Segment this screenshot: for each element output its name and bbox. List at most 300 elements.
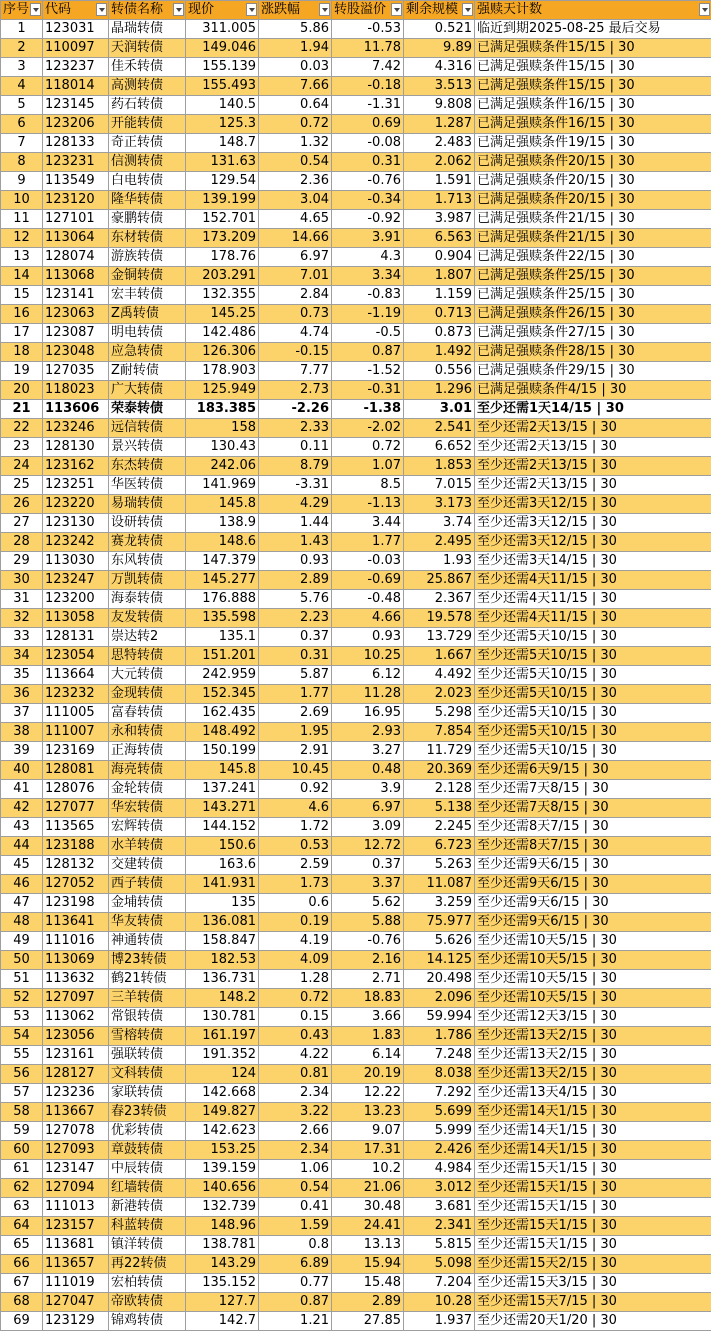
- cell-change[interactable]: 5.86: [259, 20, 332, 39]
- cell-price[interactable]: 182.53: [186, 951, 259, 970]
- cell-premium[interactable]: -0.92: [332, 210, 404, 229]
- cell-price[interactable]: 152.345: [186, 685, 259, 704]
- cell-premium[interactable]: 0.93: [332, 628, 404, 647]
- cell-premium[interactable]: -0.5: [332, 324, 404, 343]
- cell-price[interactable]: 131.63: [186, 153, 259, 172]
- cell-change[interactable]: 0.92: [259, 780, 332, 799]
- cell-premium[interactable]: 3.9: [332, 780, 404, 799]
- cell-name[interactable]: 镇洋转债: [109, 1236, 186, 1255]
- cell-redeem-count[interactable]: 至少还需9天6/15 | 30: [475, 875, 711, 894]
- cell-code[interactable]: 123120: [43, 191, 109, 210]
- cell-index[interactable]: 58: [1, 1103, 43, 1122]
- cell-name[interactable]: 赛龙转债: [109, 533, 186, 552]
- cell-code[interactable]: 123169: [43, 742, 109, 761]
- cell-code[interactable]: 123063: [43, 305, 109, 324]
- cell-remaining[interactable]: 9.89: [404, 39, 475, 58]
- cell-index[interactable]: 26: [1, 495, 43, 514]
- cell-remaining[interactable]: 2.495: [404, 533, 475, 552]
- cell-change[interactable]: 0.54: [259, 1179, 332, 1198]
- cell-index[interactable]: 63: [1, 1198, 43, 1217]
- cell-remaining[interactable]: 7.015: [404, 476, 475, 495]
- cell-premium[interactable]: 3.91: [332, 229, 404, 248]
- cell-redeem-count[interactable]: 至少还需5天10/15 | 30: [475, 628, 711, 647]
- cell-change[interactable]: 0.03: [259, 58, 332, 77]
- cell-redeem-count[interactable]: 已满足强赎条件19/15 | 30: [475, 134, 711, 153]
- cell-remaining[interactable]: 0.713: [404, 305, 475, 324]
- cell-index[interactable]: 10: [1, 191, 43, 210]
- cell-change[interactable]: 1.73: [259, 875, 332, 894]
- cell-premium[interactable]: -0.31: [332, 381, 404, 400]
- cell-name[interactable]: 科蓝转债: [109, 1217, 186, 1236]
- cell-code[interactable]: 123231: [43, 153, 109, 172]
- cell-premium[interactable]: -0.48: [332, 590, 404, 609]
- cell-price[interactable]: 173.209: [186, 229, 259, 248]
- cell-remaining[interactable]: 2.128: [404, 780, 475, 799]
- cell-code[interactable]: 128081: [43, 761, 109, 780]
- cell-index[interactable]: 41: [1, 780, 43, 799]
- cell-premium[interactable]: 15.48: [332, 1274, 404, 1293]
- cell-premium[interactable]: 3.27: [332, 742, 404, 761]
- cell-price[interactable]: 145.25: [186, 305, 259, 324]
- cell-price[interactable]: 137.241: [186, 780, 259, 799]
- cell-change[interactable]: 14.66: [259, 229, 332, 248]
- cell-change[interactable]: 3.22: [259, 1103, 332, 1122]
- cell-premium[interactable]: 0.37: [332, 856, 404, 875]
- cell-index[interactable]: 67: [1, 1274, 43, 1293]
- cell-price[interactable]: 135.1: [186, 628, 259, 647]
- cell-remaining[interactable]: 3.173: [404, 495, 475, 514]
- cell-index[interactable]: 2: [1, 39, 43, 58]
- cell-price[interactable]: 163.6: [186, 856, 259, 875]
- cell-price[interactable]: 150.199: [186, 742, 259, 761]
- cell-change[interactable]: 1.72: [259, 818, 332, 837]
- cell-redeem-count[interactable]: 至少还需15天1/15 | 30: [475, 1198, 711, 1217]
- cell-price[interactable]: 242.959: [186, 666, 259, 685]
- cell-index[interactable]: 40: [1, 761, 43, 780]
- cell-premium[interactable]: -0.53: [332, 20, 404, 39]
- cell-redeem-count[interactable]: 已满足强赎条件15/15 | 30: [475, 58, 711, 77]
- cell-code[interactable]: 113681: [43, 1236, 109, 1255]
- cell-code[interactable]: 113549: [43, 172, 109, 191]
- cell-code[interactable]: 123232: [43, 685, 109, 704]
- cell-name[interactable]: 荣泰转债: [109, 400, 186, 419]
- cell-change[interactable]: -3.31: [259, 476, 332, 495]
- cell-price[interactable]: 136.081: [186, 913, 259, 932]
- cell-index[interactable]: 52: [1, 989, 43, 1008]
- cell-remaining[interactable]: 0.556: [404, 362, 475, 381]
- cell-price[interactable]: 136.731: [186, 970, 259, 989]
- cell-price[interactable]: 127.7: [186, 1293, 259, 1312]
- cell-premium[interactable]: 4.3: [332, 248, 404, 267]
- cell-code[interactable]: 128132: [43, 856, 109, 875]
- cell-price[interactable]: 130.781: [186, 1008, 259, 1027]
- cell-index[interactable]: 54: [1, 1027, 43, 1046]
- cell-code[interactable]: 113632: [43, 970, 109, 989]
- cell-premium[interactable]: 13.23: [332, 1103, 404, 1122]
- cell-change[interactable]: 0.19: [259, 913, 332, 932]
- cell-name[interactable]: 再22转债: [109, 1255, 186, 1274]
- cell-price[interactable]: 142.668: [186, 1084, 259, 1103]
- cell-price[interactable]: 139.199: [186, 191, 259, 210]
- cell-index[interactable]: 27: [1, 514, 43, 533]
- cell-redeem-count[interactable]: 至少还需2天13/15 | 30: [475, 476, 711, 495]
- cell-change[interactable]: 7.66: [259, 77, 332, 96]
- cell-redeem-count[interactable]: 至少还需3天12/15 | 30: [475, 495, 711, 514]
- cell-remaining[interactable]: 3.74: [404, 514, 475, 533]
- cell-price[interactable]: 141.931: [186, 875, 259, 894]
- cell-remaining[interactable]: 1.159: [404, 286, 475, 305]
- cell-premium[interactable]: 8.5: [332, 476, 404, 495]
- cell-name[interactable]: 雪榕转债: [109, 1027, 186, 1046]
- cell-premium[interactable]: 1.77: [332, 533, 404, 552]
- cell-remaining[interactable]: 9.808: [404, 96, 475, 115]
- cell-index[interactable]: 35: [1, 666, 43, 685]
- cell-redeem-count[interactable]: 至少还需3天14/15 | 30: [475, 552, 711, 571]
- cell-price[interactable]: 140.656: [186, 1179, 259, 1198]
- cell-name[interactable]: 友发转债: [109, 609, 186, 628]
- cell-index[interactable]: 39: [1, 742, 43, 761]
- cell-change[interactable]: 0.53: [259, 837, 332, 856]
- cell-price[interactable]: 162.435: [186, 704, 259, 723]
- cell-redeem-count[interactable]: 至少还需15天2/15 | 30: [475, 1255, 711, 1274]
- cell-change[interactable]: 0.31: [259, 647, 332, 666]
- cell-redeem-count[interactable]: 至少还需2天13/15 | 30: [475, 457, 711, 476]
- cell-price[interactable]: 149.827: [186, 1103, 259, 1122]
- cell-code[interactable]: 123198: [43, 894, 109, 913]
- cell-remaining[interactable]: 11.729: [404, 742, 475, 761]
- cell-redeem-count[interactable]: 至少还需13天2/15 | 30: [475, 1027, 711, 1046]
- cell-redeem-count[interactable]: 已满足强赎条件28/15 | 30: [475, 343, 711, 362]
- cell-remaining[interactable]: 5.626: [404, 932, 475, 951]
- cell-premium[interactable]: 2.89: [332, 1293, 404, 1312]
- cell-remaining[interactable]: 1.853: [404, 457, 475, 476]
- cell-index[interactable]: 33: [1, 628, 43, 647]
- cell-premium[interactable]: 18.83: [332, 989, 404, 1008]
- cell-name[interactable]: 远信转债: [109, 419, 186, 438]
- cell-name[interactable]: 宏柏转债: [109, 1274, 186, 1293]
- cell-code[interactable]: 111007: [43, 723, 109, 742]
- cell-redeem-count[interactable]: 至少还需14天1/15 | 30: [475, 1122, 711, 1141]
- cell-premium[interactable]: 0.31: [332, 153, 404, 172]
- cell-index[interactable]: 5: [1, 96, 43, 115]
- cell-price[interactable]: 125.949: [186, 381, 259, 400]
- cell-redeem-count[interactable]: 已满足强赎条件16/15 | 30: [475, 115, 711, 134]
- cell-remaining[interactable]: 0.521: [404, 20, 475, 39]
- cell-name[interactable]: 红墙转债: [109, 1179, 186, 1198]
- cell-premium[interactable]: 24.41: [332, 1217, 404, 1236]
- cell-change[interactable]: 0.15: [259, 1008, 332, 1027]
- cell-code[interactable]: 127094: [43, 1179, 109, 1198]
- cell-name[interactable]: 新港转债: [109, 1198, 186, 1217]
- filter-dropdown-icon[interactable]: [30, 3, 41, 16]
- cell-price[interactable]: 155.139: [186, 58, 259, 77]
- cell-remaining[interactable]: 2.341: [404, 1217, 475, 1236]
- cell-name[interactable]: 开能转债: [109, 115, 186, 134]
- cell-name[interactable]: 金埔转债: [109, 894, 186, 913]
- cell-remaining[interactable]: 20.498: [404, 970, 475, 989]
- cell-redeem-count[interactable]: 至少还需5天10/15 | 30: [475, 723, 711, 742]
- cell-name[interactable]: 崇达转2: [109, 628, 186, 647]
- cell-name[interactable]: 奇正转债: [109, 134, 186, 153]
- cell-redeem-count[interactable]: 已满足强赎条件21/15 | 30: [475, 210, 711, 229]
- cell-name[interactable]: 金铜转债: [109, 267, 186, 286]
- cell-change[interactable]: 1.32: [259, 134, 332, 153]
- cell-remaining[interactable]: 1.296: [404, 381, 475, 400]
- cell-index[interactable]: 36: [1, 685, 43, 704]
- cell-redeem-count[interactable]: 至少还需6天9/15 | 30: [475, 761, 711, 780]
- cell-premium[interactable]: 2.16: [332, 951, 404, 970]
- cell-code[interactable]: 128074: [43, 248, 109, 267]
- cell-code[interactable]: 118023: [43, 381, 109, 400]
- cell-price[interactable]: 135: [186, 894, 259, 913]
- filter-dropdown-icon[interactable]: [246, 3, 257, 16]
- cell-code[interactable]: 123087: [43, 324, 109, 343]
- cell-index[interactable]: 56: [1, 1065, 43, 1084]
- cell-code[interactable]: 128127: [43, 1065, 109, 1084]
- cell-price[interactable]: 145.8: [186, 761, 259, 780]
- cell-change[interactable]: 7.01: [259, 267, 332, 286]
- cell-redeem-count[interactable]: 已满足强赎条件21/15 | 30: [475, 229, 711, 248]
- cell-price[interactable]: 138.9: [186, 514, 259, 533]
- cell-price[interactable]: 150.6: [186, 837, 259, 856]
- cell-redeem-count[interactable]: 至少还需10天5/15 | 30: [475, 970, 711, 989]
- cell-redeem-count[interactable]: 至少还需13天2/15 | 30: [475, 1065, 711, 1084]
- cell-premium[interactable]: 6.97: [332, 799, 404, 818]
- cell-premium[interactable]: 6.12: [332, 666, 404, 685]
- cell-change[interactable]: 2.23: [259, 609, 332, 628]
- cell-index[interactable]: 9: [1, 172, 43, 191]
- cell-premium[interactable]: -0.08: [332, 134, 404, 153]
- cell-redeem-count[interactable]: 至少还需5天10/15 | 30: [475, 647, 711, 666]
- cell-name[interactable]: Z禹转债: [109, 305, 186, 324]
- cell-remaining[interactable]: 1.287: [404, 115, 475, 134]
- cell-change[interactable]: 2.59: [259, 856, 332, 875]
- cell-index[interactable]: 53: [1, 1008, 43, 1027]
- cell-name[interactable]: 药石转债: [109, 96, 186, 115]
- cell-code[interactable]: 127052: [43, 875, 109, 894]
- cell-code[interactable]: 123145: [43, 96, 109, 115]
- cell-premium[interactable]: 3.66: [332, 1008, 404, 1027]
- cell-redeem-count[interactable]: 至少还需9天6/15 | 30: [475, 913, 711, 932]
- cell-index[interactable]: 62: [1, 1179, 43, 1198]
- cell-redeem-count[interactable]: 至少还需13天4/15 | 30: [475, 1084, 711, 1103]
- cell-redeem-count[interactable]: 至少还需13天2/15 | 30: [475, 1046, 711, 1065]
- cell-price[interactable]: 148.7: [186, 134, 259, 153]
- cell-code[interactable]: 123147: [43, 1160, 109, 1179]
- cell-code[interactable]: 113565: [43, 818, 109, 837]
- cell-remaining[interactable]: 2.541: [404, 419, 475, 438]
- cell-redeem-count[interactable]: 至少还需8天7/15 | 30: [475, 837, 711, 856]
- cell-remaining[interactable]: 7.248: [404, 1046, 475, 1065]
- cell-index[interactable]: 1: [1, 20, 43, 39]
- cell-index[interactable]: 47: [1, 894, 43, 913]
- cell-premium[interactable]: 2.71: [332, 970, 404, 989]
- cell-price[interactable]: 203.291: [186, 267, 259, 286]
- cell-remaining[interactable]: 11.087: [404, 875, 475, 894]
- cell-premium[interactable]: 16.95: [332, 704, 404, 723]
- cell-name[interactable]: 永和转债: [109, 723, 186, 742]
- cell-code[interactable]: 118014: [43, 77, 109, 96]
- cell-code[interactable]: 123056: [43, 1027, 109, 1046]
- cell-redeem-count[interactable]: 已满足强赎条件15/15 | 30: [475, 77, 711, 96]
- cell-price[interactable]: 191.352: [186, 1046, 259, 1065]
- cell-price[interactable]: 135.152: [186, 1274, 259, 1293]
- cell-price[interactable]: 142.486: [186, 324, 259, 343]
- cell-price[interactable]: 142.623: [186, 1122, 259, 1141]
- cell-remaining[interactable]: 1.937: [404, 1312, 475, 1331]
- cell-remaining[interactable]: 19.578: [404, 609, 475, 628]
- cell-remaining[interactable]: 1.93: [404, 552, 475, 571]
- cell-premium[interactable]: 3.44: [332, 514, 404, 533]
- cell-premium[interactable]: 0.48: [332, 761, 404, 780]
- cell-remaining[interactable]: 5.098: [404, 1255, 475, 1274]
- cell-price[interactable]: 161.197: [186, 1027, 259, 1046]
- cell-remaining[interactable]: 2.245: [404, 818, 475, 837]
- cell-code[interactable]: 123130: [43, 514, 109, 533]
- cell-code[interactable]: 123242: [43, 533, 109, 552]
- cell-code[interactable]: 111016: [43, 932, 109, 951]
- cell-remaining[interactable]: 1.807: [404, 267, 475, 286]
- cell-remaining[interactable]: 59.994: [404, 1008, 475, 1027]
- cell-premium[interactable]: 4.66: [332, 609, 404, 628]
- cell-premium[interactable]: -0.83: [332, 286, 404, 305]
- cell-redeem-count[interactable]: 至少还需7天8/15 | 30: [475, 799, 711, 818]
- cell-remaining[interactable]: 1.713: [404, 191, 475, 210]
- cell-change[interactable]: 0.72: [259, 115, 332, 134]
- cell-redeem-count[interactable]: 已满足强赎条件4/15 | 30: [475, 381, 711, 400]
- cell-code[interactable]: 113657: [43, 1255, 109, 1274]
- cell-change[interactable]: 4.09: [259, 951, 332, 970]
- cell-remaining[interactable]: 6.652: [404, 438, 475, 457]
- cell-redeem-count[interactable]: 至少还需3天12/15 | 30: [475, 533, 711, 552]
- cell-name[interactable]: 华宏转债: [109, 799, 186, 818]
- cell-remaining[interactable]: 2.367: [404, 590, 475, 609]
- cell-premium[interactable]: -0.76: [332, 172, 404, 191]
- cell-redeem-count[interactable]: 已满足强赎条件16/15 | 30: [475, 96, 711, 115]
- cell-name[interactable]: 海亮转债: [109, 761, 186, 780]
- cell-remaining[interactable]: 75.977: [404, 913, 475, 932]
- cell-price[interactable]: 124: [186, 1065, 259, 1084]
- cell-premium[interactable]: 0.72: [332, 438, 404, 457]
- cell-index[interactable]: 50: [1, 951, 43, 970]
- cell-code[interactable]: 127093: [43, 1141, 109, 1160]
- cell-price[interactable]: 142.7: [186, 1312, 259, 1331]
- cell-code[interactable]: 111005: [43, 704, 109, 723]
- cell-redeem-count[interactable]: 至少还需14天1/15 | 30: [475, 1141, 711, 1160]
- cell-name[interactable]: 中辰转债: [109, 1160, 186, 1179]
- cell-name[interactable]: 设研转债: [109, 514, 186, 533]
- cell-premium[interactable]: 7.42: [332, 58, 404, 77]
- cell-index[interactable]: 38: [1, 723, 43, 742]
- cell-change[interactable]: 1.06: [259, 1160, 332, 1179]
- cell-code[interactable]: 113058: [43, 609, 109, 628]
- cell-name[interactable]: 西子转债: [109, 875, 186, 894]
- cell-price[interactable]: 311.005: [186, 20, 259, 39]
- cell-code[interactable]: 123188: [43, 837, 109, 856]
- cell-index[interactable]: 46: [1, 875, 43, 894]
- cell-price[interactable]: 148.492: [186, 723, 259, 742]
- cell-change[interactable]: 4.74: [259, 324, 332, 343]
- cell-code[interactable]: 123129: [43, 1312, 109, 1331]
- cell-premium[interactable]: 5.62: [332, 894, 404, 913]
- cell-change[interactable]: 2.34: [259, 1141, 332, 1160]
- cell-change[interactable]: 0.81: [259, 1065, 332, 1084]
- cell-premium[interactable]: 6.14: [332, 1046, 404, 1065]
- cell-redeem-count[interactable]: 至少还需7天8/15 | 30: [475, 780, 711, 799]
- cell-remaining[interactable]: 1.786: [404, 1027, 475, 1046]
- filter-dropdown-icon[interactable]: [391, 3, 402, 16]
- cell-change[interactable]: 5.87: [259, 666, 332, 685]
- cell-change[interactable]: 0.77: [259, 1274, 332, 1293]
- cell-premium[interactable]: 3.34: [332, 267, 404, 286]
- cell-code[interactable]: 123031: [43, 20, 109, 39]
- cell-index[interactable]: 34: [1, 647, 43, 666]
- cell-premium[interactable]: -2.02: [332, 419, 404, 438]
- cell-remaining[interactable]: 4.492: [404, 666, 475, 685]
- cell-price[interactable]: 152.701: [186, 210, 259, 229]
- cell-premium[interactable]: -1.19: [332, 305, 404, 324]
- cell-code[interactable]: 127078: [43, 1122, 109, 1141]
- cell-name[interactable]: 家联转债: [109, 1084, 186, 1103]
- cell-change[interactable]: 2.73: [259, 381, 332, 400]
- cell-redeem-count[interactable]: 至少还需4天11/15 | 30: [475, 609, 711, 628]
- cell-change[interactable]: 0.93: [259, 552, 332, 571]
- cell-price[interactable]: 139.159: [186, 1160, 259, 1179]
- cell-index[interactable]: 11: [1, 210, 43, 229]
- cell-remaining[interactable]: 5.999: [404, 1122, 475, 1141]
- cell-change[interactable]: 2.69: [259, 704, 332, 723]
- cell-change[interactable]: 8.79: [259, 457, 332, 476]
- cell-code[interactable]: 123200: [43, 590, 109, 609]
- cell-remaining[interactable]: 20.369: [404, 761, 475, 780]
- cell-name[interactable]: 景兴转债: [109, 438, 186, 457]
- cell-code[interactable]: 111013: [43, 1198, 109, 1217]
- cell-premium[interactable]: 0.87: [332, 343, 404, 362]
- cell-redeem-count[interactable]: 临近到期2025-08-25 最后交易: [475, 20, 711, 39]
- cell-remaining[interactable]: 3.259: [404, 894, 475, 913]
- cell-change[interactable]: 1.77: [259, 685, 332, 704]
- cell-price[interactable]: 148.96: [186, 1217, 259, 1236]
- cell-remaining[interactable]: 2.426: [404, 1141, 475, 1160]
- cell-change[interactable]: 2.84: [259, 286, 332, 305]
- cell-code[interactable]: 123246: [43, 419, 109, 438]
- cell-name[interactable]: 信测转债: [109, 153, 186, 172]
- cell-name[interactable]: 优彩转债: [109, 1122, 186, 1141]
- cell-name[interactable]: 金轮转债: [109, 780, 186, 799]
- cell-remaining[interactable]: 13.729: [404, 628, 475, 647]
- cell-index[interactable]: 8: [1, 153, 43, 172]
- cell-price[interactable]: 143.29: [186, 1255, 259, 1274]
- cell-code[interactable]: 127101: [43, 210, 109, 229]
- cell-premium[interactable]: 13.13: [332, 1236, 404, 1255]
- cell-change[interactable]: 2.36: [259, 172, 332, 191]
- filter-dropdown-icon[interactable]: [462, 3, 473, 16]
- cell-remaining[interactable]: 6.563: [404, 229, 475, 248]
- cell-price[interactable]: 158.847: [186, 932, 259, 951]
- cell-change[interactable]: 0.64: [259, 96, 332, 115]
- cell-index[interactable]: 28: [1, 533, 43, 552]
- cell-code[interactable]: 123054: [43, 647, 109, 666]
- cell-name[interactable]: 隆华转债: [109, 191, 186, 210]
- cell-index[interactable]: 21: [1, 400, 43, 419]
- cell-index[interactable]: 4: [1, 77, 43, 96]
- cell-price[interactable]: 138.781: [186, 1236, 259, 1255]
- cell-code[interactable]: 128131: [43, 628, 109, 647]
- cell-name[interactable]: 常银转债: [109, 1008, 186, 1027]
- cell-premium[interactable]: -1.13: [332, 495, 404, 514]
- cell-code[interactable]: 127047: [43, 1293, 109, 1312]
- cell-name[interactable]: 东风转债: [109, 552, 186, 571]
